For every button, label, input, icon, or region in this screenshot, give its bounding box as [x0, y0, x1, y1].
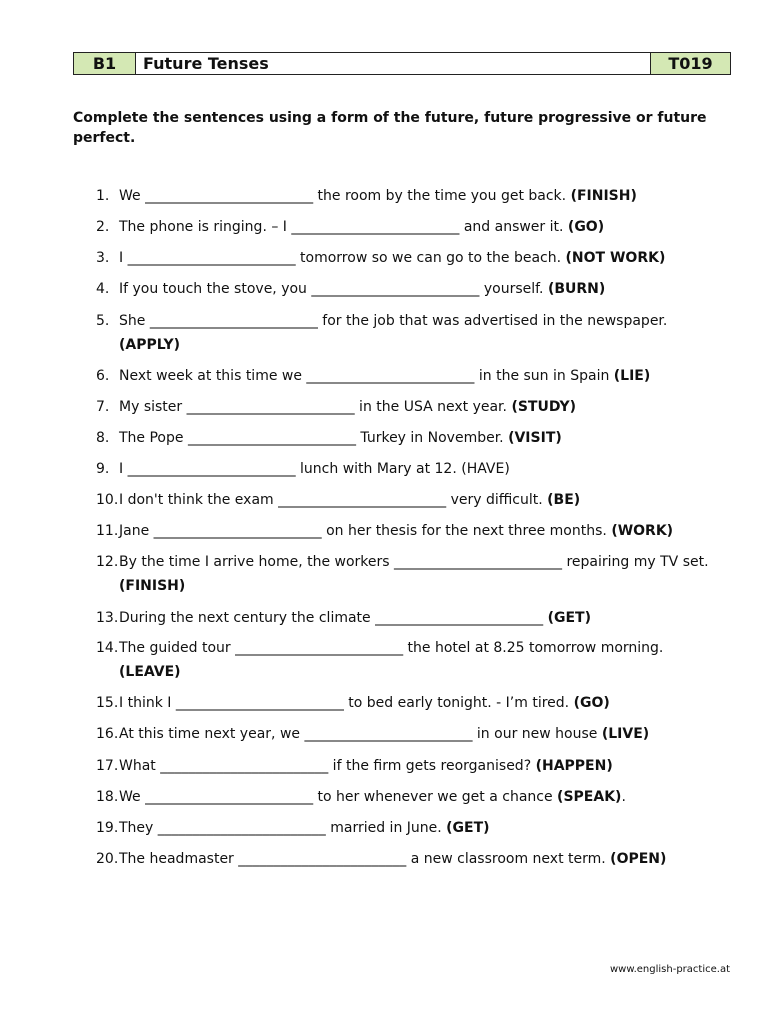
question-text-before: At this time next year, we	[119, 726, 305, 742]
question-number: 15.	[96, 695, 119, 711]
question-text-after: in the sun in Spain	[474, 368, 614, 384]
question-3	[96, 246, 736, 270]
answer-blank: ________________________	[127, 461, 296, 477]
question-text-before: If you touch the stove, you	[119, 281, 312, 297]
question-20	[96, 847, 736, 871]
answer-blank: ________________________	[238, 851, 407, 867]
verb-cue: (LIVE)	[601, 726, 650, 742]
verb-cue: (FINISH)	[119, 578, 186, 594]
verb-cue: (BURN)	[547, 281, 606, 297]
question-number: 7.	[96, 399, 110, 415]
verb-cue: (LEAVE)	[119, 664, 181, 680]
question-7	[96, 395, 736, 419]
answer-blank: ________________________	[160, 758, 329, 774]
question-text-before: What	[119, 758, 161, 774]
question-number: 3.	[96, 250, 110, 266]
question-13	[96, 606, 736, 630]
question-number: 17.	[96, 758, 119, 774]
question-18	[96, 785, 736, 809]
question-text-before: During the next century the climate	[119, 610, 376, 626]
question-text-before: By the time I arrive home, the workers	[119, 554, 395, 570]
question-text-after: very difficult.	[446, 492, 548, 508]
verb-cue: (SPEAK)	[557, 789, 622, 805]
worksheet-header	[73, 52, 731, 75]
question-text-after: in our new house	[472, 726, 602, 742]
question-2	[96, 215, 736, 239]
question-text-after: repairing my TV set.	[562, 554, 709, 570]
question-5	[96, 309, 736, 357]
answer-blank: ________________________	[153, 523, 322, 539]
question-text-before: My sister	[119, 399, 187, 415]
answer-blank: ________________________	[145, 188, 314, 204]
question-text-before: Next week at this time we	[119, 368, 307, 384]
verb-cue: (VISIT)	[508, 430, 562, 446]
answer-blank: ________________________	[311, 281, 480, 297]
question-text-after: the hotel at 8.25 tomorrow morning.	[403, 640, 664, 656]
question-text-after: tomorrow so we can go to the beach.	[295, 250, 566, 266]
question-number: 12.	[96, 554, 119, 570]
answer-blank: ________________________	[127, 250, 296, 266]
verb-cue: (STUDY)	[511, 399, 576, 415]
question-9	[96, 457, 736, 481]
question-text-before: The Pope	[119, 430, 188, 446]
footer-url: www.english-practice.at	[609, 964, 730, 975]
question-text-before: Jane	[119, 523, 154, 539]
answer-blank: ________________________	[145, 789, 314, 805]
question-number: 13.	[96, 610, 119, 626]
question-number: 6.	[96, 368, 110, 384]
question-text-after: lunch with Mary at 12. (HAVE)	[295, 461, 510, 477]
question-number: 18.	[96, 789, 119, 805]
question-number: 10.	[96, 492, 119, 508]
verb-cue: (GO)	[573, 695, 610, 711]
question-17	[96, 754, 736, 778]
question-11	[96, 519, 736, 543]
question-text-before: I	[119, 461, 128, 477]
question-number: 8.	[96, 430, 110, 446]
question-12	[96, 550, 736, 598]
question-14	[96, 636, 736, 684]
question-text-after: and answer it.	[459, 219, 568, 235]
answer-blank: ________________________	[375, 610, 544, 626]
verb-cue: (GET)	[446, 820, 490, 836]
answer-blank: ________________________	[235, 640, 404, 656]
question-16	[96, 722, 736, 746]
question-text-after: in the USA next year.	[354, 399, 512, 415]
verb-cue: (APPLY)	[119, 337, 181, 353]
question-text-after: on her thesis for the next three months.	[321, 523, 612, 539]
question-text-before: I don't think the exam	[119, 492, 279, 508]
question-number: 5.	[96, 313, 110, 329]
verb-cue: (OPEN)	[610, 851, 667, 867]
question-number: 19.	[96, 820, 119, 836]
verb-cue: (HAPPEN)	[535, 758, 613, 774]
question-text-after: to bed early tonight. - I’m tired.	[343, 695, 574, 711]
answer-blank: ________________________	[278, 492, 447, 508]
question-text-after: the room by the time you get back.	[313, 188, 571, 204]
question-8	[96, 426, 736, 450]
answer-blank: ________________________	[187, 430, 356, 446]
question-4	[96, 277, 736, 301]
question-text-after: yourself.	[479, 281, 548, 297]
question-6	[96, 364, 736, 388]
answer-blank: ________________________	[291, 219, 460, 235]
question-text-after: Turkey in November.	[355, 430, 509, 446]
question-text-before: I think I	[119, 695, 176, 711]
answer-blank: ________________________	[186, 399, 355, 415]
question-text-before: She	[119, 313, 150, 329]
instructions: Complete the sentences using a form of the future, future progressive or future perfect.	[73, 110, 707, 146]
question-text-before: The phone is ringing. – I	[119, 219, 292, 235]
question-number: 4.	[96, 281, 110, 297]
worksheet-title: Future Tenses	[136, 53, 650, 74]
question-number: 20.	[96, 851, 119, 867]
question-text-before: The guided tour	[119, 640, 236, 656]
answer-blank: ________________________	[157, 820, 326, 836]
question-text-before: The headmaster	[119, 851, 239, 867]
question-number: 14.	[96, 640, 119, 656]
question-number: 9.	[96, 461, 110, 477]
question-tail: .	[621, 789, 626, 805]
question-10	[96, 488, 736, 512]
question-number: 16.	[96, 726, 119, 742]
question-number: 2.	[96, 219, 110, 235]
verb-cue: (GET)	[547, 610, 591, 626]
level-badge: B1	[74, 53, 136, 74]
answer-blank: ________________________	[149, 313, 318, 329]
question-text-before: We	[119, 188, 146, 204]
answer-blank: ________________________	[394, 554, 563, 570]
answer-blank: ________________________	[306, 368, 475, 384]
question-number: 11.	[96, 523, 119, 539]
question-text-before: We	[119, 789, 146, 805]
question-text-before: I	[119, 250, 128, 266]
question-text-before: They	[119, 820, 158, 836]
worksheet-code: T019	[650, 53, 730, 74]
question-number: 1.	[96, 188, 110, 204]
question-text-after: a new classroom next term.	[406, 851, 611, 867]
question-text-after: to her whenever we get a chance	[313, 789, 558, 805]
question-15	[96, 691, 736, 715]
verb-cue: (NOT WORK)	[565, 250, 666, 266]
verb-cue: (WORK)	[611, 523, 674, 539]
question-text-after: for the job that was advertised in the newspaper.	[317, 313, 668, 329]
verb-cue: (LIE)	[613, 368, 651, 384]
answer-blank: ________________________	[175, 695, 344, 711]
question-text-after: if the firm gets reorganised?	[328, 758, 536, 774]
verb-cue: (FINISH)	[570, 188, 637, 204]
verb-cue: (GO)	[567, 219, 605, 235]
question-19	[96, 816, 736, 840]
verb-cue: (BE)	[547, 492, 581, 508]
answer-blank: ________________________	[304, 726, 473, 742]
question-1	[96, 184, 736, 208]
question-text-after: married in June.	[325, 820, 447, 836]
